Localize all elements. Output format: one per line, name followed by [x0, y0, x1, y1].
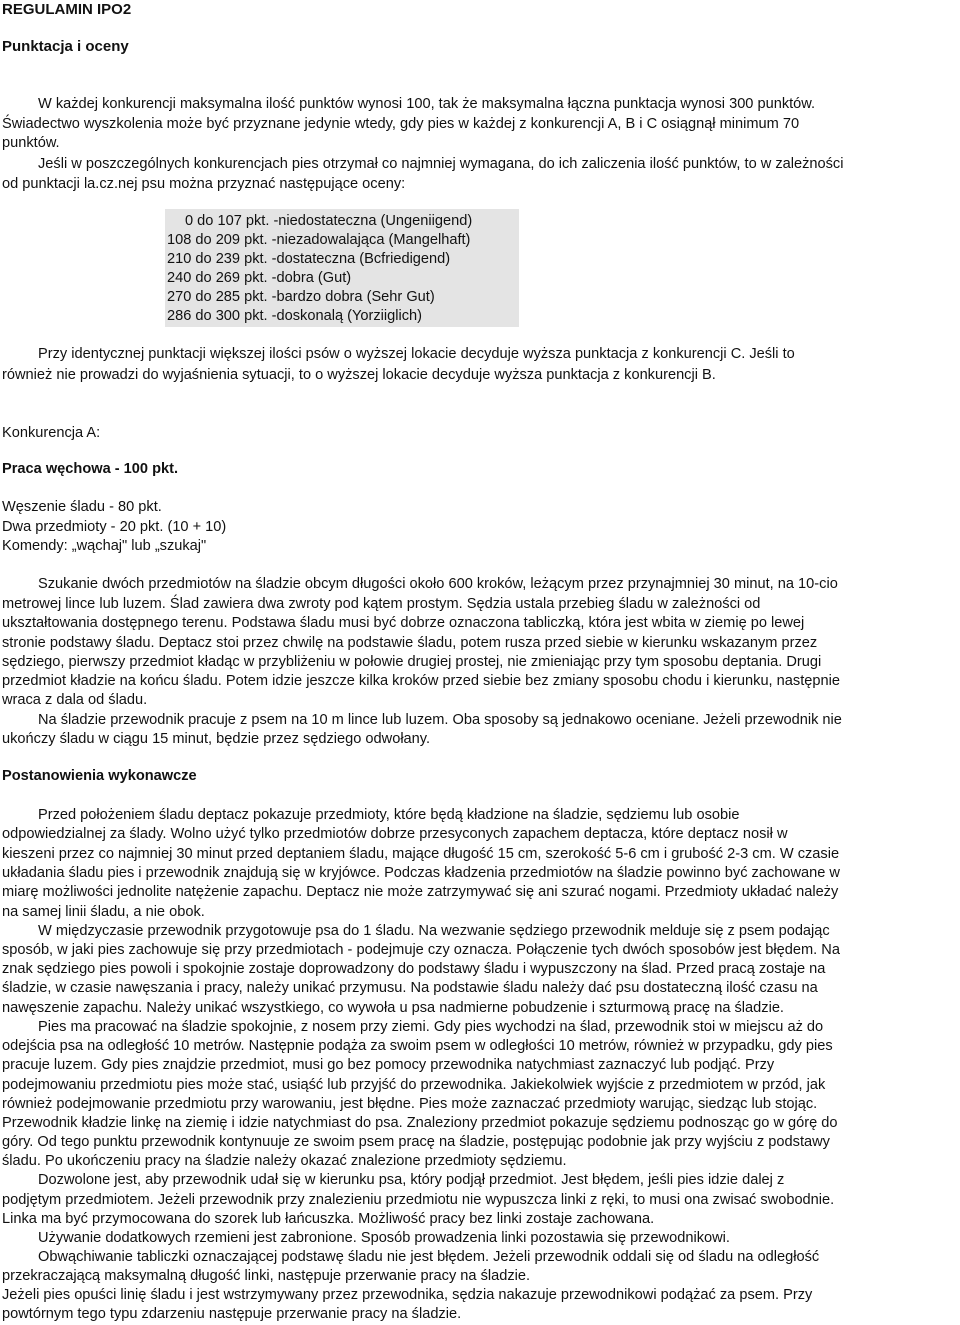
text: Przed położeniem śladu deptacz pokazuje przedmioty, które będą kładzione na śladzie, sędziemu lub osobie: [38, 807, 740, 823]
text: W międzyczasie przewodnik przygotowuje psa do 1 śladu. Na wezwanie sędziego przewodnik melduje się z psem podając: [38, 923, 830, 939]
commands: Komendy: „wąchaj" lub „szukaj": [2, 538, 207, 554]
text: Używanie dodatkowych rzemieni jest zabronione. Sposób prowadzenia linki pozostawia się przewodnikowi.: [38, 1230, 730, 1246]
p8-line: [2, 1018, 823, 1037]
p6-line: na samej linii śladu, a nie obok.: [2, 904, 205, 920]
p8-line: podejmowaniu przedmiotu pies może stać, usiąść lub przyjść do przewodnika. Jakiekolwiek wyjście z przedmiotem w przód, jak: [2, 1077, 826, 1093]
p8-line: odejścia psa na odległość 10 metrów. Następnie podąża za swoim psem w odległości 10 metrów, również w przypadku, gdy pies: [2, 1038, 833, 1054]
p7-line: śladzie, w czasie nawęszania i pracy, należy unikać przymusu. Na podstawie śladu należy dać psu dostateczną ilość czasu na: [2, 980, 818, 996]
p12-line: powtórnym tego typu zdarzeniu następuje przerwanie pracy na śladzie.: [2, 1306, 462, 1322]
p9-line: podjętym przedmiotem. Jeżeli przewodnik przy znalezieniu przedmiotu nie wypuszcza linki z ręki, to musi ona zwisać swobodnie.: [2, 1192, 835, 1208]
p8-line: pracuje luzem. Gdy pies znajdzie przedmiot, musi go bez pomocy przewodnika natychmiast zaznaczyć lub podjąć. Przy: [2, 1057, 775, 1073]
paragraph-1-line-1: [2, 95, 815, 114]
p11-line: przekraczającą maksymalną długość linki, następuje przerwanie pracy na śladzie.: [2, 1268, 531, 1284]
tracking-heading: Praca węchowa - 100 pkt.: [2, 461, 179, 477]
document-title: REGULAMIN IPO2: [2, 1, 132, 18]
grade-line: 0 do 107 pkt. -niedostateczna (Ungeniigend): [185, 213, 473, 229]
p7-line: [2, 922, 830, 941]
p4-line: stronie podstawy śladu. Deptacz stoi przez chwilę na podstawie śladu, potem rusza przed siebie w kierunku wskazanym przez: [2, 635, 818, 651]
text: Szukanie dwóch przedmiotów na śladzie obcym długości około 600 kroków, leżącym przez przynajmniej 30 minut, na 10-cio: [38, 576, 838, 592]
p12-line: Jeżeli pies opuści linię śladu i jest wstrzymywany przez przewodnika, sędzia nakazuje przewodnikowi podążać za psem. Przy: [2, 1287, 813, 1303]
paragraph-3-line-2: również nie prowadzi do wyjaśnienia sytuacji, to o wyższej lokacie decyduje wyższa punktacja z konkurencji B.: [2, 367, 716, 383]
p4-line: metrowej lince lub luzem. Ślad zawiera dwa zwroty pod kątem prostym. Sędzia ustala przebieg śladu w zależności od: [2, 596, 761, 612]
grade-line: 286 do 300 pkt. -doskonalą (Yorziiglich): [167, 308, 423, 324]
p8-line: śladu. Po ukończeniu pracy na śladzie należy okazać znalezione przedmioty sędziemu.: [2, 1153, 567, 1169]
text: Pies ma pracować na śladzie spokojnie, z nosem przy ziemi. Gdy pies wychodzi na ślad, przewodnik stoi w miejscu aż do: [38, 1019, 824, 1035]
grade-line: 270 do 285 pkt. -bardzo dobra (Sehr Gut): [167, 289, 435, 305]
p5-line: ukończy śladu w ciągu 15 minut, będzie przez sędziego odwołany.: [2, 731, 431, 747]
p6-line: odpowiedzialnej za ślady. Wolno użyć tylko przedmiotów dobrze przesyconych zapachem deptacza, które deptacz nosił w: [2, 826, 788, 842]
paragraph-2-line-1: [2, 155, 843, 174]
p6-line: [2, 806, 739, 825]
p4-line: ukształtowania dostępnego terenu. Podstawa śladu musi być dobrze oznaczona tabliczką, która jest wbita w ziemię po lewej: [2, 615, 805, 631]
text: Dozwolone jest, aby przewodnik udał się w kierunku psa, który podjął przedmiot. Jest błędem, jeśli pies idzie dalej z: [38, 1172, 785, 1188]
p9-line: Linka ma być przymocowana do szorek lub łańcuszka. Możliwość pracy bez linki zostaje zachowana.: [2, 1211, 655, 1227]
p8-line: góry. Od tego punktu przewodnik kontynuuje ze swoim psem pracę na śladzie, postępując podobnie jak przy wyjściu z podstawy: [2, 1134, 830, 1150]
text: Jeśli w poszczególnych konkurencjach pies otrzymał co najmniej wymagana, do ich zaliczenia ilość punktów, to w zależności: [38, 156, 844, 172]
paragraph-1-line-2: Świadectwo wyszkolenia może być przyznane jedynie wtedy, gdy pies w każdej z konkurencji A, B i C osiągnął minimum 70: [2, 116, 800, 132]
p6-line: miarę możliwości jednolite natężenie zapachu. Deptacz nie może zatrzymywać się ani szurać nogami. Przedmioty układać należy: [2, 884, 839, 900]
grade-line: 240 do 269 pkt. -dobra (Gut): [167, 270, 352, 286]
paragraph-2-line-2: od punktacji la.cz.nej psu można przyznać następujące oceny:: [2, 176, 406, 192]
p8-line: również podejmowanie przedmiotu przy warowaniu, jest błędne. Pies może zaznaczać przedmioty warując, siedząc lub stojąc.: [2, 1096, 818, 1112]
competition-a-label: Konkurencja A:: [2, 425, 101, 441]
p7-line: nawęszenie zapachu. Należy unikać wszystkiego, co wywoła u psa nadmierne pobudzenie i szturmową pracę na śladzie.: [2, 1000, 784, 1016]
grade-line: 108 do 209 pkt. -niezadowalająca (Mangelhaft): [167, 232, 471, 248]
p8-line: Przewodnik kładzie linkę na ziemię i idzie natychmiast do psa. Znaleziony przedmiot pokazuje sędziemu podnosząc go w górę do: [2, 1115, 838, 1131]
tracking-score: Węszenie śladu - 80 pkt.: [2, 499, 162, 515]
articles-score: Dwa przedmioty - 20 pkt. (10 + 10): [2, 519, 227, 535]
p11-line: [2, 1248, 819, 1267]
text: Na śladzie przewodnik pracuje z psem na 10 m lince lub luzem. Oba sposoby są jednakowo oceniane. Jeżeli przewodnik nie: [38, 712, 842, 728]
p7-line: sposób, w jaki pies zachowuje się przy przedmiotach - podejmuje czy oznacza. Połączenie tych dwóch sposobów jest błędem. Na: [2, 942, 840, 958]
p6-line: układania śladu pies i przewodnik znajdują się w kryjówce. Podczas kładzenia przedmiotów na śladzie powinno być zachowane w: [2, 865, 840, 881]
text: W każdej konkurencji maksymalna ilość punktów wynosi 100, tak że maksymalna łączna punktacja wynosi 300 punktów.: [38, 96, 816, 112]
p9-line: [2, 1171, 784, 1190]
p5-line: [2, 711, 842, 730]
p6-line: kieszeni przez co najmniej 30 minut przed deptaniem śladu, mające długość 15 cm, szerokość 5-6 cm i grubość 2-3 cm. W czasie: [2, 846, 840, 862]
text: Przy identycznej punktacji większej ilości psów o wyższej lokacie decyduje wyższa punktacja z konkurencji C. Jeśli to: [38, 346, 795, 362]
p7-line: znak sędziego pies powoli i spokojnie zostaje doprowadzony do podstawy śladu i wypuszczony na ślad. Przed pracą zostaje na: [2, 961, 826, 977]
paragraph-1-line-3: punktów.: [2, 135, 60, 151]
p4-line: wraca z dala od śladu.: [2, 692, 148, 708]
section-heading-scoring: Punktacja i oceny: [2, 38, 129, 55]
p4-line: przedmiot kładzie na końcu śladu. Potem idzie jeszcze kilka kroków przed siebie bez zmiany sposobu chodu i kierunku, następnie: [2, 673, 840, 689]
text: Obwąchiwanie tabliczki oznaczającej podstawę śladu nie jest błędem. Jeżeli przewodnik oddali się od śladu na odległość: [38, 1249, 820, 1265]
paragraph-3-line-1: [2, 345, 795, 364]
section-heading-exec: Postanowienia wykonawcze: [2, 768, 197, 784]
grade-line: 210 do 239 pkt. -dostateczna (Bcfriedigend): [167, 251, 451, 267]
p10-line: [2, 1229, 730, 1248]
p4-line: sędziego, pierwszy przedmiot kładąc w przybliżeniu w połowie drugiej prostej, nie zmieniając przy tym sposobu deptania. Drugi: [2, 654, 822, 670]
p4-line: [2, 575, 838, 594]
